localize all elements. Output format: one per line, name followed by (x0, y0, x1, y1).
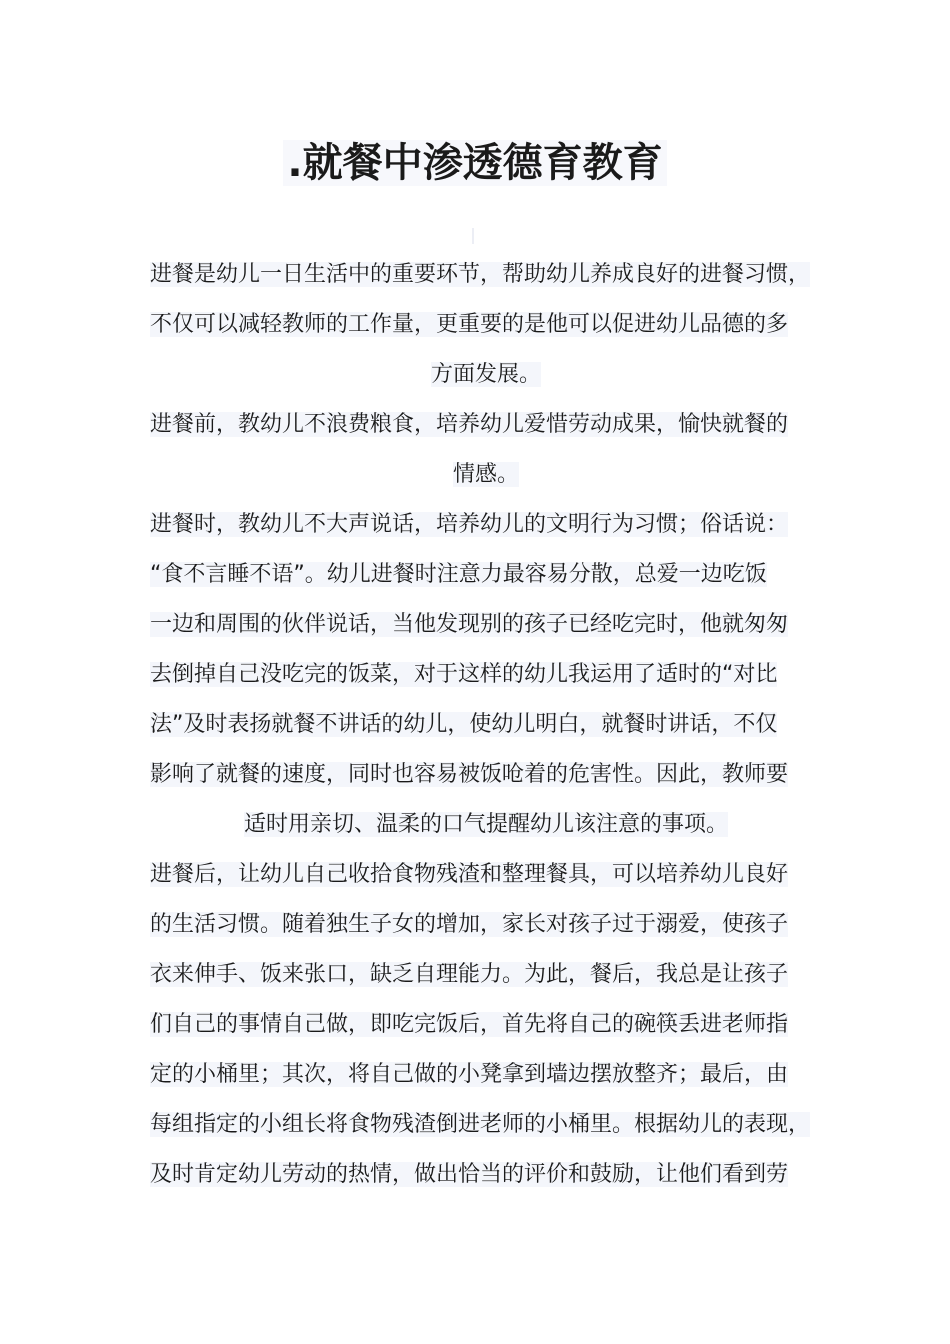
paragraph-2 (150, 400, 822, 500)
text-line: 进餐时，教幼儿不大声说话，培养幼儿的文明行为习惯；俗话说： (150, 512, 789, 537)
text-line: 进餐是幼儿一日生活中的重要环节，帮助幼儿养成良好的进餐习惯， (150, 262, 811, 287)
text-cursor-mark (472, 228, 474, 244)
text-line: 们自己的事情自己做，即吃完饭后，首先将自己的碗筷丢进老师指 (150, 1012, 789, 1037)
text-line: 情感。 (452, 462, 519, 487)
text-line: 方面发展。 (430, 362, 541, 387)
text-line: 的生活习惯。随着独生子女的增加，家长对孩子过于溺爱，使孩子 (150, 912, 789, 937)
text-line: 法”及时表扬就餐不讲话的幼儿，使幼儿明白，就餐时讲话，不仅 (150, 712, 778, 737)
text-line: “食不言睡不语”。幼儿进餐时注意力最容易分散，总爱一边吃饭 (150, 562, 767, 587)
paragraph-3 (150, 500, 822, 850)
text-line: 每组指定的小组长将食物残渣倒进老师的小桶里。根据幼儿的表现， (150, 1112, 811, 1137)
text-line: 进餐前，教幼儿不浪费粮食，培养幼儿爱惜劳动成果，愉快就餐的 (150, 412, 789, 437)
paragraph-4 (150, 850, 822, 1200)
text-line: 影响了就餐的速度，同时也容易被饭呛着的危害性。因此，教师要 (150, 762, 789, 787)
text-line: 定的小桶里；其次，将自己做的小凳拿到墙边摆放整齐；最后，由 (150, 1062, 789, 1087)
text-line: 适时用亲切、温柔的口气提醒幼儿该注意的事项。 (243, 812, 728, 837)
text-line: 进餐后，让幼儿自己收拾食物残渣和整理餐具，可以培养幼儿良好 (150, 862, 789, 887)
text-line: 不仅可以减轻教师的工作量，更重要的是他可以促进幼儿品德的多 (150, 312, 789, 337)
document-title-text: .就餐中渗透德育教育 (283, 140, 666, 186)
document-body (150, 250, 822, 1200)
text-line: 及时肯定幼儿劳动的热情，做出恰当的评价和鼓励，让他们看到劳 (150, 1162, 789, 1187)
paragraph-1 (150, 250, 822, 400)
text-line: 衣来伸手、饭来张口，缺乏自理能力。为此，餐后，我总是让孩子 (150, 962, 789, 987)
document-title (0, 136, 950, 190)
text-line: 一边和周围的伙伴说话，当他发现别的孩子已经吃完时，他就匆匆 (150, 612, 789, 637)
text-line: 去倒掉自己没吃完的饭菜，对于这样的幼儿我运用了适时的“对比 (150, 662, 778, 687)
